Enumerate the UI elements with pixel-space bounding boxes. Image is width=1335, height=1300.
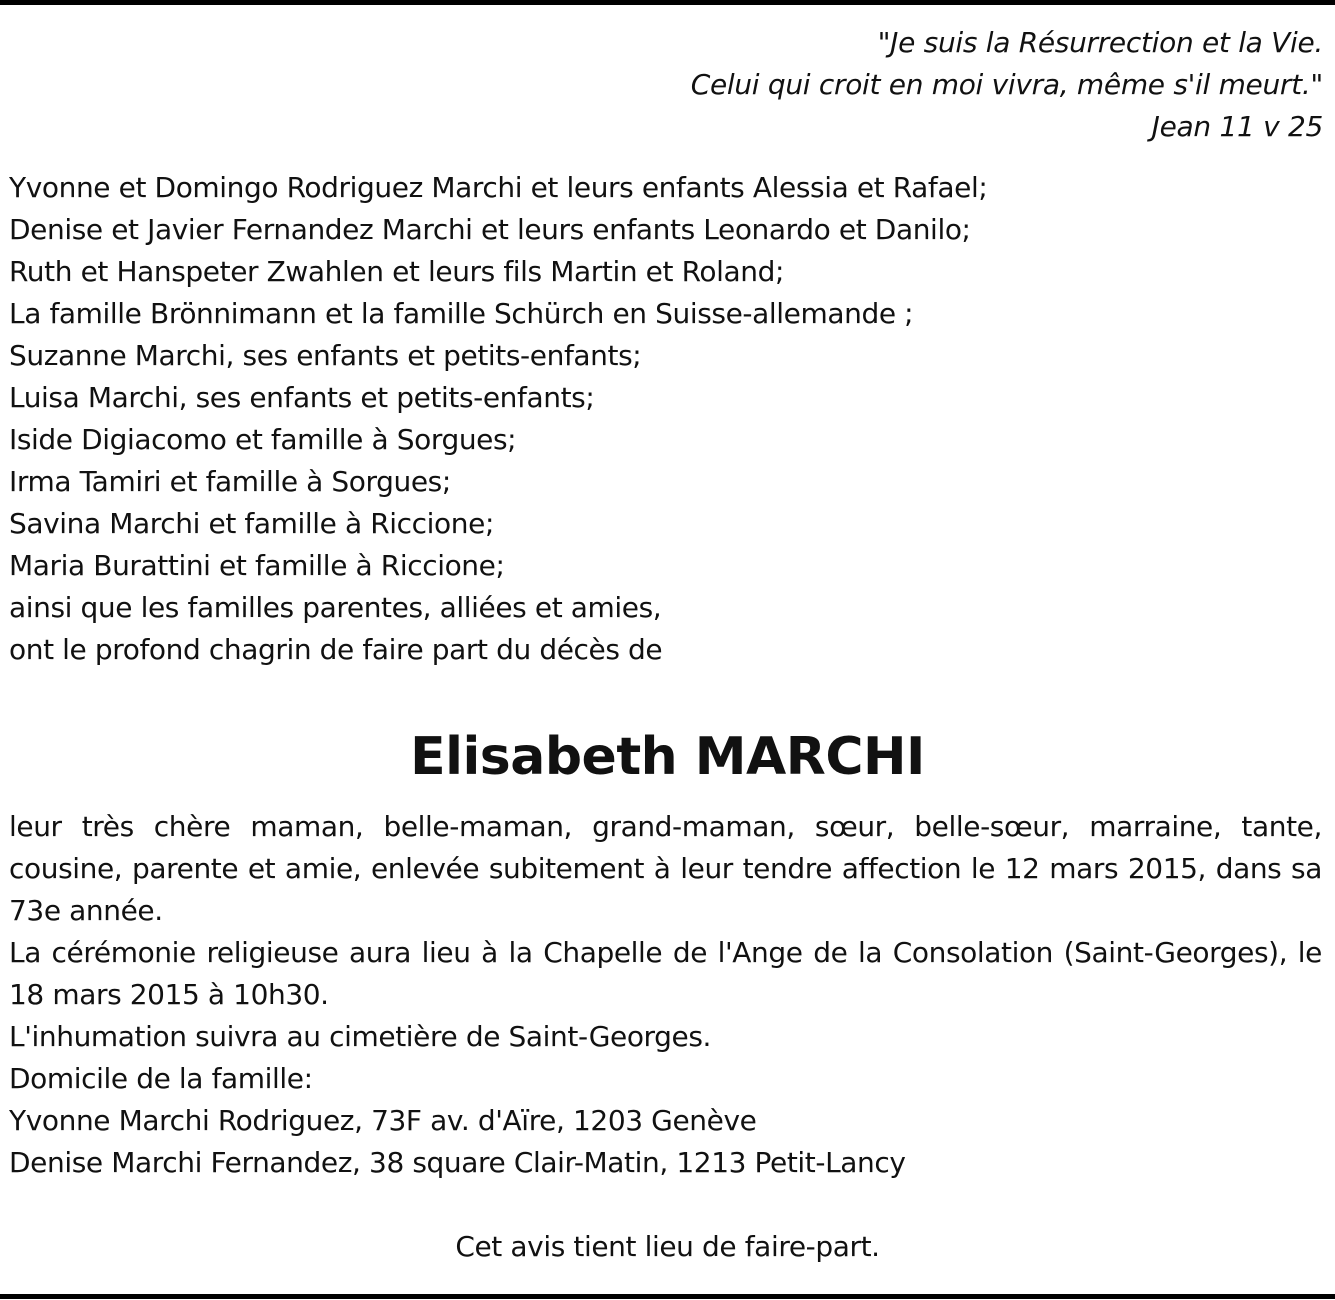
mourner-line: Irma Tamiri et famille à Sorgues; (9, 465, 451, 498)
epigraph (423, 22, 1323, 148)
ceremony-paragraph: La cérémonie religieuse aura lieu à la Chapelle de l'Ange de la Consolation (Saint-Georges), le 18 mars 2015 à 10h30. (9, 936, 1322, 1011)
mourner-line: Suzanne Marchi, ses enfants et petits-enfants; (9, 339, 642, 372)
domicile-address-2: Denise Marchi Fernandez, 38 square Clair-Matin, 1213 Petit-Lancy (9, 1146, 906, 1179)
mourner-line: Iside Digiacomo et famille à Sorgues; (9, 423, 517, 456)
domicile-address-1: Yvonne Marchi Rodriguez, 73F av. d'Aïre, 1203 Genève (9, 1104, 757, 1137)
domicile-label: Domicile de la famille: (9, 1062, 313, 1095)
mourner-line: Luisa Marchi, ses enfants et petits-enfants; (9, 381, 595, 414)
mourner-line: Yvonne et Domingo Rodriguez Marchi et leurs enfants Alessia et Rafael; (9, 171, 988, 204)
epigraph-line-2: Celui qui croit en moi vivra, même s'il meurt." (690, 68, 1323, 101)
mourners-list (9, 167, 1319, 671)
notice-details (9, 806, 1322, 1184)
mourner-line: Savina Marchi et famille à Riccione; (9, 507, 494, 540)
closing-note: Cet avis tient lieu de faire-part. (455, 1230, 880, 1263)
burial-line: L'inhumation suivra au cimetière de Saint-Georges. (9, 1020, 712, 1053)
epigraph-line-1: "Je suis la Résurrection et la Vie. (877, 26, 1323, 59)
mourner-line: Denise et Javier Fernandez Marchi et leurs enfants Leonardo et Danilo; (9, 213, 971, 246)
mourner-line: ont le profond chagrin de faire part du décès de (9, 633, 663, 666)
mourner-line: Ruth et Hanspeter Zwahlen et leurs fils Martin et Roland; (9, 255, 784, 288)
mourner-line: ainsi que les familles parentes, alliées et amies, (9, 591, 662, 624)
tribute-paragraph: leur très chère maman, belle-maman, grand-maman, sœur, belle-sœur, marraine, tante, cousine, parente et amie, enlevée subitement à leur tendre affection le 12 mars 2015, dans sa 73e année. (9, 810, 1322, 927)
mourner-line: Maria Burattini et famille à Riccione; (9, 549, 505, 582)
epigraph-reference: Jean 11 v 25 (1151, 110, 1323, 143)
top-rule (0, 0, 1335, 5)
mourner-line: La famille Brönnimann et la famille Schürch en Suisse-allemande ; (9, 297, 914, 330)
bottom-rule (0, 1294, 1335, 1299)
deceased-name: Elisabeth MARCHI (410, 727, 925, 787)
